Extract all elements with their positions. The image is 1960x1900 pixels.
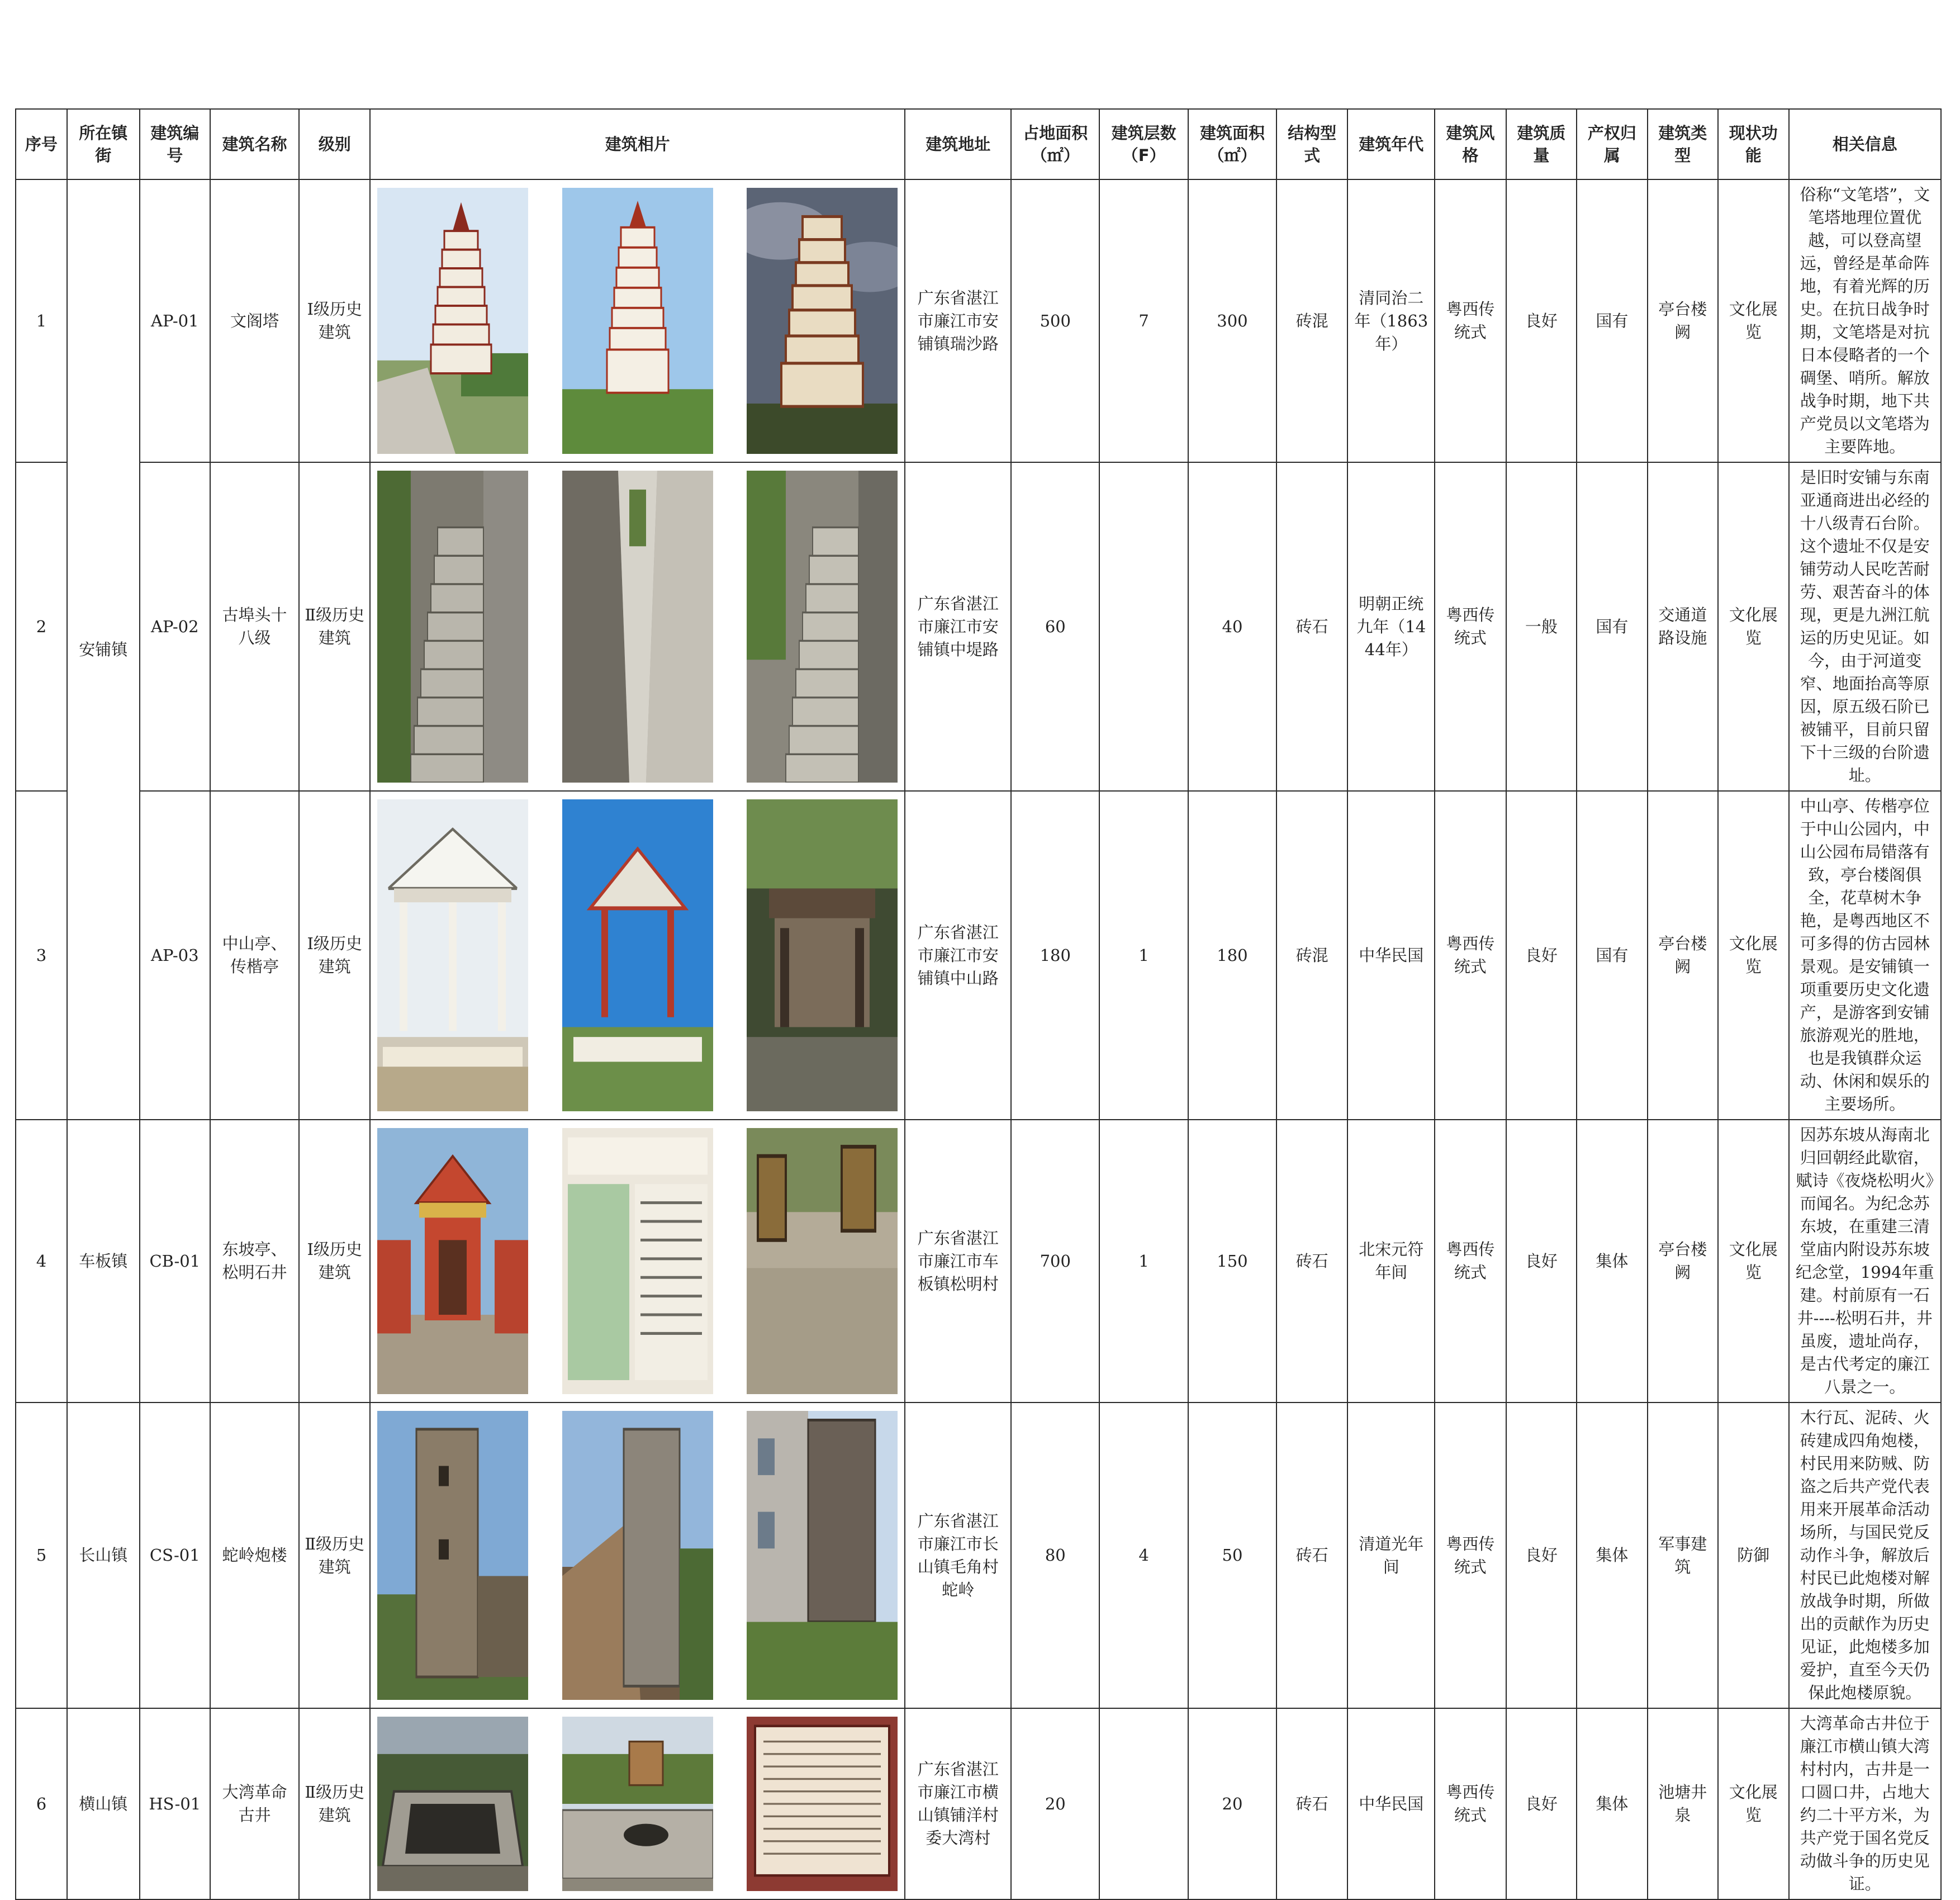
cell-quality: 良好 — [1506, 791, 1577, 1120]
ancient-well-photo-1 — [377, 1717, 528, 1891]
cell-land-area: 180 — [1011, 791, 1099, 1120]
cell-function: 文化展览 — [1718, 179, 1788, 462]
pavilion-blue-sky-photo — [562, 799, 713, 1111]
header-ownership: 产权归属 — [1577, 109, 1647, 179]
stone-stairs-photo-1 — [377, 471, 528, 783]
cell-type: 军事建筑 — [1648, 1403, 1718, 1708]
cell-function: 文化展览 — [1718, 1120, 1788, 1403]
cell-style: 粤西传统式 — [1435, 462, 1506, 791]
cell-name: 古埠头十八级 — [210, 462, 299, 791]
header-quality: 建筑质量 — [1506, 109, 1577, 179]
cell-code: AP-03 — [140, 791, 210, 1120]
header-seq: 序号 — [16, 109, 67, 179]
cell-function: 文化展览 — [1718, 1708, 1788, 1899]
cell-name: 蛇岭炮楼 — [210, 1403, 299, 1708]
cell-type: 交通道路设施 — [1648, 462, 1718, 791]
cell-floor-area: 300 — [1188, 179, 1276, 462]
cell-info: 大湾革命古井位于廉江市横山镇大湾村村内，古井是一口圆口井，占地大约二十平方米，为共产党于国名党反动做斗争的历史见证。 — [1789, 1708, 1942, 1899]
cell-town-hengshan: 横山镇 — [67, 1708, 140, 1899]
cell-seq: 5 — [16, 1403, 67, 1708]
ancient-well-photo-2 — [562, 1717, 713, 1891]
cell-name: 东坡亭、松明石井 — [210, 1120, 299, 1403]
header-structure: 结构型式 — [1276, 109, 1348, 179]
cell-seq: 1 — [16, 179, 67, 462]
cell-style: 粤西传统式 — [1435, 791, 1506, 1120]
cell-info: 是旧时安铺与东南亚通商进出必经的十八级青石台阶。这个遗址不仅是安铺劳动人民吃苦耐劳、艰苦奋斗的体现，更是九洲江航运的历史见证。如今，由于河道变窄、地面抬高等原因，原五级石阶已被铺平，目前只留下十三级的台阶遗址。 — [1789, 462, 1942, 791]
well-signboard-photo — [747, 1717, 898, 1891]
cell-floors: 1 — [1099, 1120, 1188, 1403]
header-town: 所在镇街 — [67, 109, 140, 179]
header-floors: 建筑层数（F） — [1099, 109, 1188, 179]
header-type: 建筑类型 — [1648, 109, 1718, 179]
cell-ownership: 集体 — [1577, 1120, 1647, 1403]
cell-address: 广东省湛江市廉江市安铺镇中堤路 — [905, 462, 1011, 791]
header-address: 建筑地址 — [905, 109, 1011, 179]
cell-info: 因苏东坡从海南北归回朝经此歇宿，赋诗《夜烧松明火》而闻名。为纪念苏东坡，在重建三清堂庙内附设苏东坡纪念堂，1994年重建。村前原有一石井----松明石井，井虽废，遗址尚存，是古代考定的廉江八景之一。 — [1789, 1120, 1942, 1403]
cell-floors: 7 — [1099, 179, 1188, 462]
watchtower-photo-1 — [377, 1411, 528, 1700]
cell-era: 北宋元符年间 — [1347, 1120, 1435, 1403]
cell-land-area: 80 — [1011, 1403, 1099, 1708]
cell-info: 俗称“文笔塔”，文笔塔地理位置优越，可以登高望远，曾经是革命阵地，有着光辉的历史。在抗日战争时期，文笔塔是对抗日本侵略者的一个碉堡、哨所。解放战争时期，地下共产党员以文笔塔为主要阵地。 — [1789, 179, 1942, 462]
cell-level: Ⅰ级历史建筑 — [299, 1120, 371, 1403]
header-function: 现状功能 — [1718, 109, 1788, 179]
cell-quality: 良好 — [1506, 179, 1577, 462]
pagoda-sky-photo — [747, 188, 898, 454]
cell-level: Ⅰ级历史建筑 — [299, 791, 371, 1120]
cell-quality: 良好 — [1506, 1120, 1577, 1403]
cell-land-area: 700 — [1011, 1120, 1099, 1403]
cell-style: 粤西传统式 — [1435, 1708, 1506, 1899]
cell-level: Ⅱ级历史建筑 — [299, 462, 371, 791]
cell-town-changshan: 长山镇 — [67, 1403, 140, 1708]
cell-function: 文化展览 — [1718, 462, 1788, 791]
cell-land-area: 60 — [1011, 462, 1099, 791]
cell-photos — [370, 1708, 905, 1899]
cell-code: HS-01 — [140, 1708, 210, 1899]
cell-town-anpu: 安铺镇 — [67, 179, 140, 1120]
cell-level: Ⅱ级历史建筑 — [299, 1708, 371, 1899]
cell-function: 防御 — [1718, 1403, 1788, 1708]
cell-structure: 砖石 — [1276, 1120, 1348, 1403]
cell-photos — [370, 1120, 905, 1403]
cell-floors — [1099, 462, 1188, 791]
cell-floors — [1099, 1708, 1188, 1899]
stone-alley-photo — [562, 471, 713, 783]
cell-floors: 4 — [1099, 1403, 1188, 1708]
cell-structure: 砖石 — [1276, 1403, 1348, 1708]
cell-photos — [370, 791, 905, 1120]
cell-quality: 良好 — [1506, 1403, 1577, 1708]
stone-well-ruins-photo — [747, 1128, 898, 1394]
cell-town-cheban: 车板镇 — [67, 1120, 140, 1403]
cell-structure: 砖石 — [1276, 1708, 1348, 1899]
header-row — [16, 109, 1941, 179]
cell-era: 中华民国 — [1347, 1708, 1435, 1899]
cell-ownership: 国有 — [1577, 462, 1647, 791]
cell-seq: 6 — [16, 1708, 67, 1899]
header-info: 相关信息 — [1789, 109, 1942, 179]
cell-type: 池塘井泉 — [1648, 1708, 1718, 1899]
cell-address: 广东省湛江市廉江市横山镇铺洋村委大湾村 — [905, 1708, 1011, 1899]
cell-type: 亭台楼阙 — [1648, 791, 1718, 1120]
cell-floor-area: 40 — [1188, 462, 1276, 791]
pagoda-road-photo — [377, 188, 528, 454]
cell-land-area: 500 — [1011, 179, 1099, 462]
cell-style: 粤西传统式 — [1435, 1120, 1506, 1403]
cell-level: Ⅱ级历史建筑 — [299, 1403, 371, 1708]
cell-era: 清同治二年（1863年） — [1347, 179, 1435, 462]
heritage-building-table — [15, 108, 1942, 1900]
cell-structure: 砖石 — [1276, 462, 1348, 791]
cell-structure: 砖混 — [1276, 179, 1348, 462]
header-style: 建筑风格 — [1435, 109, 1506, 179]
cell-info: 木行瓦、泥砖、火砖建成四角炮楼，村民用来防贼、防盗之后共产党代表用来开展革命活动场所，与国民党反动作斗争，解放后村民已此炮楼对解放战争时期，所做出的贡献作为历史见证，此炮楼多加爱护，直至今天仍保此炮楼原貌。 — [1789, 1403, 1942, 1708]
cell-style: 粤西传统式 — [1435, 1403, 1506, 1708]
cell-quality: 良好 — [1506, 1708, 1577, 1899]
cell-name: 文阁塔 — [210, 179, 299, 462]
cell-photos — [370, 1403, 905, 1708]
cell-code: AP-01 — [140, 179, 210, 462]
pavilion-white-photo — [377, 799, 528, 1111]
cell-address: 广东省湛江市廉江市车板镇松明村 — [905, 1120, 1011, 1403]
header-name: 建筑名称 — [210, 109, 299, 179]
cell-photos — [370, 462, 905, 791]
cell-function: 文化展览 — [1718, 791, 1788, 1120]
cell-ownership: 国有 — [1577, 791, 1647, 1120]
cell-address: 广东省湛江市廉江市安铺镇瑞沙路 — [905, 179, 1011, 462]
cell-type: 亭台楼阙 — [1648, 179, 1718, 462]
cell-code: CB-01 — [140, 1120, 210, 1403]
cell-info: 中山亭、传楷亭位于中山公园内，中山公园布局错落有致，亭台楼阁俱全，花草树木争艳，是粤西地区不可多得的仿古园林景观。是安铺镇一项重要历史文化遗产，是游客到安铺旅游观光的胜地，也是我镇群众运动、休闲和娱乐的主要场所。 — [1789, 791, 1942, 1120]
cell-ownership: 国有 — [1577, 179, 1647, 462]
cell-address: 广东省湛江市廉江市安铺镇中山路 — [905, 791, 1011, 1120]
cell-name: 大湾革命古井 — [210, 1708, 299, 1899]
cell-structure: 砖混 — [1276, 791, 1348, 1120]
header-land-area: 占地面积（㎡） — [1011, 109, 1099, 179]
table-row — [16, 1120, 1941, 1403]
watchtower-photo-2 — [562, 1411, 713, 1700]
memorial-pavilion-photo — [377, 1128, 528, 1394]
cell-era: 清道光年间 — [1347, 1403, 1435, 1708]
cell-land-area: 20 — [1011, 1708, 1099, 1899]
cell-seq: 4 — [16, 1120, 67, 1403]
cell-photos — [370, 179, 905, 462]
table-row — [16, 791, 1941, 1120]
header-era: 建筑年代 — [1347, 109, 1435, 179]
cell-seq: 2 — [16, 462, 67, 791]
cell-code: CS-01 — [140, 1403, 210, 1708]
cell-type: 亭台楼阙 — [1648, 1120, 1718, 1403]
cell-floor-area: 50 — [1188, 1403, 1276, 1708]
header-floor-area: 建筑面积（㎡） — [1188, 109, 1276, 179]
table-row — [16, 179, 1941, 462]
header-photos: 建筑相片 — [370, 109, 905, 179]
cell-style: 粤西传统式 — [1435, 179, 1506, 462]
cell-floor-area: 150 — [1188, 1120, 1276, 1403]
stone-stairs-photo-2 — [747, 471, 898, 783]
table-row — [16, 1708, 1941, 1899]
cell-floors: 1 — [1099, 791, 1188, 1120]
cell-level: Ⅰ级历史建筑 — [299, 179, 371, 462]
table-row — [16, 462, 1941, 791]
cell-address: 广东省湛江市廉江市长山镇毛角村蛇岭 — [905, 1403, 1011, 1708]
cell-ownership: 集体 — [1577, 1403, 1647, 1708]
cell-quality: 一般 — [1506, 462, 1577, 791]
header-code: 建筑编号 — [140, 109, 210, 179]
cell-era: 明朝正统九年（1444年） — [1347, 462, 1435, 791]
cell-code: AP-02 — [140, 462, 210, 791]
cell-seq: 3 — [16, 791, 67, 1120]
watchtower-photo-3 — [747, 1411, 898, 1700]
cell-floor-area: 20 — [1188, 1708, 1276, 1899]
memorial-board-photo — [562, 1128, 713, 1394]
cell-era: 中华民国 — [1347, 791, 1435, 1120]
cell-name: 中山亭、传楷亭 — [210, 791, 299, 1120]
cell-floor-area: 180 — [1188, 791, 1276, 1120]
header-level: 级别 — [299, 109, 371, 179]
pagoda-front-photo — [562, 188, 713, 454]
table-row — [16, 1403, 1941, 1708]
cell-ownership: 集体 — [1577, 1708, 1647, 1899]
pavilion-park-photo — [747, 799, 898, 1111]
